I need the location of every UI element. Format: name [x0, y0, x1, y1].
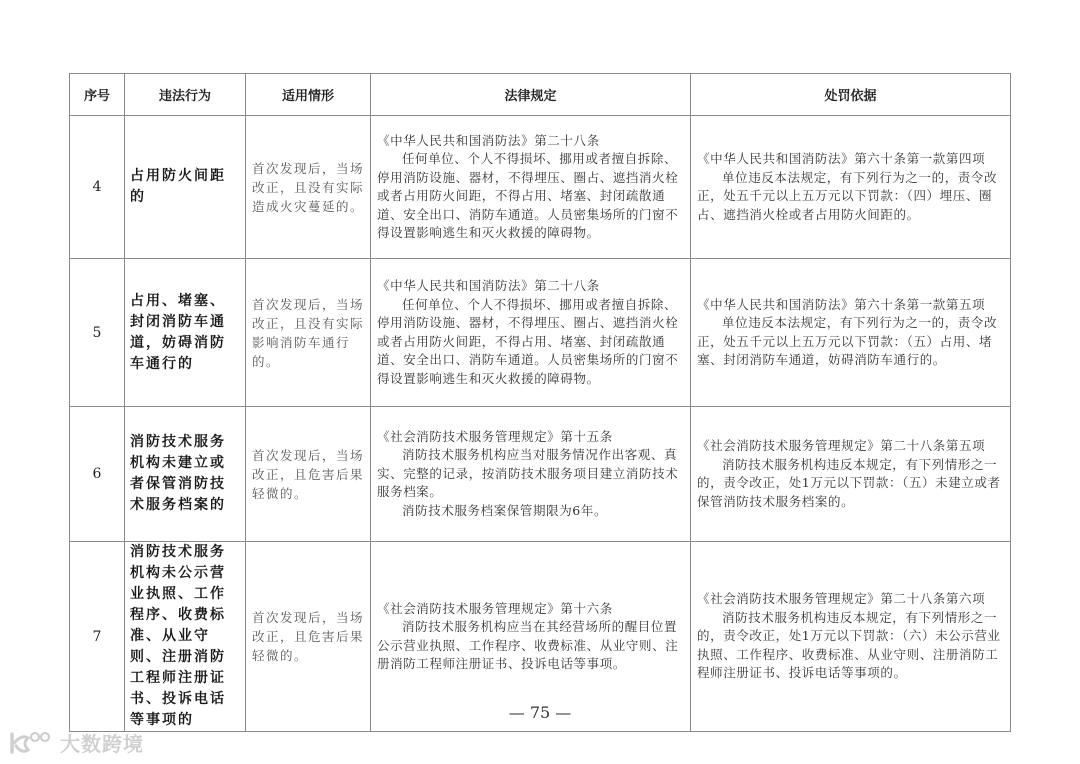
basis-paragraph: 单位违反本法规定，有下列行为之一的，责令改正，处五千元以上五万元以下罚款：（五）占用、堵塞、封闭消防车通道，妨碍消防车通行的。 [697, 315, 998, 367]
basis-title: 《中华人民共和国消防法》第六十条第一款第四项 [697, 151, 986, 166]
basis-title: 《社会消防技术服务管理规定》第二十八条第六项 [697, 591, 986, 607]
law-title: 《中华人民共和国消防法》第二十八条 [377, 132, 600, 148]
header-applicable-case: 适用情形 [246, 74, 371, 116]
row-legal-provision [371, 259, 691, 407]
row-applicable-case: 首次发现后，当场改正，且没有实际造成火灾蔓延的。 [246, 116, 371, 259]
row-applicable-case: 首次发现后，当场改正，且危害后果轻微的。 [246, 407, 371, 542]
law-paragraph: 消防技术服务机构应当对服务情况作出客观、真实、完整的记录，按消防技术服务项目建立消防技术服务档案。 [377, 447, 679, 500]
row-violation: 占用、堵塞、封闭消防车通道，妨碍消防车通行的 [125, 259, 246, 407]
watermark-text: 大数跨境 [60, 732, 144, 756]
watermark [8, 728, 144, 757]
basis-paragraph: 消防技术服务机构违反本规定，有下列情形之一的，责令改正，处1万元以下罚款：（五）未建立或者保管消防技术服务档案的。 [697, 456, 1001, 509]
row-applicable-case: 首次发现后，当场改正，且危害后果轻微的。 [246, 542, 371, 732]
row-violation: 消防技术服务机构未公示营业执照、工作程序、收费标准、从业守则、注册消防工程师注册证书、投诉电话等事项的 [125, 542, 246, 732]
basis-title: 《社会消防技术服务管理规定》第二十八条第五项 [697, 438, 986, 453]
law-paragraph: 任何单位、个人不得损坏、挪用或者擅自拆除、停用消防设施、器材，不得埋压、圈占、遮挡消火栓或者占用防火间距，不得占用、堵塞、封闭疏散通道、安全出口、消防车通道。人员密集场所的门窗不得设置影响逃生和灭火救援的障碍物。 [377, 296, 679, 386]
law-title: 《社会消防技术服务管理规定》第十五条 [377, 428, 613, 444]
law-paragraph: 任何单位、个人不得损坏、挪用或者擅自拆除、停用消防设施、器材，不得埋压、圈占、遮挡消火栓或者占用防火间距，不得占用、堵塞、封闭疏散通道、安全出口、消防车通道。人员密集场所的门窗不得设置影响逃生和灭火救援的障碍物。 [377, 151, 679, 240]
row-seq: 5 [70, 259, 125, 407]
row-seq: 7 [70, 542, 125, 732]
header-seq: 序号 [70, 74, 125, 116]
row-seq: 4 [70, 116, 125, 259]
header-violation: 违法行为 [125, 74, 246, 116]
row-penalty-basis [691, 407, 1011, 542]
row-violation: 占用防火间距的 [125, 116, 246, 259]
row-penalty-basis [691, 116, 1011, 259]
law-paragraph: 消防技术服务机构应当在其经营场所的醒目位置公示营业执照、工作程序、收费标准、从业守则、注册消防工程师注册证书、投诉电话等事项。 [377, 619, 679, 671]
header-penalty-basis: 处罚依据 [691, 74, 1011, 116]
row-seq: 6 [70, 407, 125, 542]
row-legal-provision [371, 116, 691, 259]
basis-paragraph: 消防技术服务机构违反本规定，有下列情形之一的，责令改正，处1万元以下罚款：（六）未公示营业执照、工作程序、收费标准、从业守则、注册消防工程师注册证书、投诉电话等事项的。 [697, 609, 1001, 681]
table-row [70, 116, 1011, 259]
basis-title: 《中华人民共和国消防法》第六十条第一款第五项 [697, 296, 986, 312]
table-row [70, 259, 1011, 407]
law-title: 《社会消防技术服务管理规定》第十六条 [377, 600, 613, 616]
law-title: 《中华人民共和国消防法》第二十八条 [377, 278, 600, 293]
row-violation: 消防技术服务机构未建立或者保管消防技术服务档案的 [125, 407, 246, 542]
law-paragraph: 消防技术服务档案保管期限为6年。 [402, 502, 608, 518]
header-legal-provision: 法律规定 [371, 74, 691, 116]
row-legal-provision [371, 407, 691, 542]
kuaidu-logo-icon [8, 730, 52, 756]
table-row [70, 407, 1011, 542]
table-header-row [70, 74, 1011, 116]
penalty-table [69, 73, 1011, 732]
row-applicable-case: 首次发现后，当场改正，且没有实际影响消防车通行的。 [246, 259, 371, 407]
row-penalty-basis [691, 259, 1011, 407]
basis-paragraph: 单位违反本法规定，有下列行为之一的，责令改正，处五千元以上五万元以下罚款：（四）埋压、圈占、遮挡消火栓或者占用防火间距的。 [697, 169, 998, 222]
page-number: — 75 — [508, 703, 572, 722]
